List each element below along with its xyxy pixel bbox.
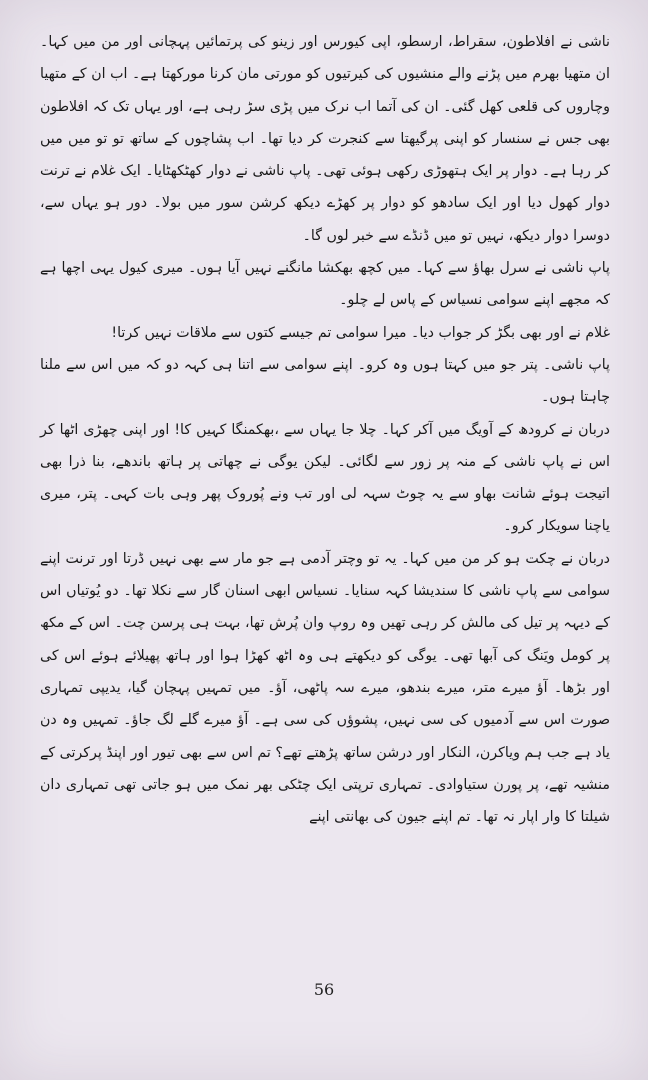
page-body-text	[40, 26, 610, 833]
paragraph: پاپ ناشی۔ پتر جو میں کہتا ہوں وہ کرو۔ اپنے سوامی سے اتنا ہی کہہ دو کہ میں اس سے ملنا چاہتا ہوں۔	[40, 356, 610, 406]
paragraph: غلام نے اور بھی بگڑ کر جواب دیا۔ میرا سوامی تم جیسے کتوں سے ملاقات نہیں کرتا!	[111, 324, 610, 341]
paragraph: ناشی نے افلاطون، سقراط، ارسطو، اپی کیورس اور زینو کی پرتمائیں پہچانی اور من میں کہا۔ ان متھیا بھرم میں پڑنے والے منشیوں کی کیرتیوں کو مورتی مان کرنا مورکھتا ہے۔ اب ان کے متھیا وچاروں کی قلعی کھل گئی۔ ان کی آتما اب نرک میں پڑی سڑ رہی ہے، اور یہاں تک کہ افلاطون بھی جس نے سنسار کو اپنی پرگیھتا سے کنجرت کر دیا تھا۔ اب پشاچوں کے ساتھ تو تو میں میں کر رہا ہے۔ دوار پر ایک ہتھوڑی رکھی ہوئی تھی۔ پاپ ناشی نے دوار کھٹکھٹایا۔ ایک غلام نے ترنت دوار کھول دیا اور ایک سادھو کو دوار پر کھڑے دیکھ کرشن سور میں بولا۔ دور ہو یہاں سے، دوسرا دوار دیکھ، نہیں تو میں ڈنڈے سے خبر لوں گا۔	[40, 34, 610, 244]
paragraph: پاپ ناشی نے سرل بھاؤ سے کہا۔ میں کچھ بھکشا مانگنے نہیں آیا ہوں۔ میری کیول یہی اچھا ہے کہ مجھے اپنے سوامی نسیاس کے پاس لے چلو۔	[40, 260, 610, 309]
paragraph: دربان نے چکت ہو کر من میں کہا۔ یہ تو وچتر آدمی ہے جو مار سے بھی نہیں ڈرتا اور ترنت اپنے سوامی سے پاپ ناشی کا سندیشا کہہ سنایا۔ نسیاس ابھی اسنان گار سے نکلا تھا۔ دو یُوتیاں اس کے دیہہ پر تیل کی مالش کر رہی تھیں وہ روپ وان پُرش تھا، بہت ہی پرسن چت۔ اس کے مکھ پر کومل ویَنگ کی آبھا تھی۔ یوگی کو دیکھتے ہی وہ اٹھ کھڑا ہوا اور ہاتھ پھیلائے ہوئے اس کی اور بڑھا۔ آؤ میرے متر، میرے بندھو، میرے سہ پاٹھی، آؤ۔ میں تمہیں پہچان گیا، یدیپی تمہاری صورت اس سے آدمیوں کی سی نہیں، پشوؤں کی سی ہے۔ آؤ میرے گلے لگ جاؤ۔ تمہیں وہ دن یاد ہے جب ہم ویاکرن، النکار اور درشن ساتھ پڑھتے تھے؟ تم اس سے بھی تیور اور اپنڈ پرکرتی کے منشیہ تھے، پر پورن ستیاوادی۔ تمہاری ترپتی ایک چٹکی بھر نمک میں ہو جاتی تھی تمہاری دان شیلتا کا وار اپار نہ تھا۔ تم اپنے جیون کی بھانتی اپنے	[40, 550, 610, 826]
paragraph: دربان نے کرودھ کے آویگ میں آکر کہا۔ چلا جا یہاں سے ،بھکمنگا کہیں کا! اور اپنی چھڑی اٹھا کر اس نے پاپ ناشی کے منہ پر زور سے لگائی۔ لیکن یوگی نے چھاتی پر ہاتھ باندھے، بنا ذرا بھی اتیجت ہوئے شانت بھاو سے یہ چوٹ سہہ لی اور تب ونے پُوروک پھر وہی بات کہی۔ پتر، میری یاچنا سویکار کرو۔	[40, 421, 610, 535]
page-number: 56	[313, 980, 335, 999]
